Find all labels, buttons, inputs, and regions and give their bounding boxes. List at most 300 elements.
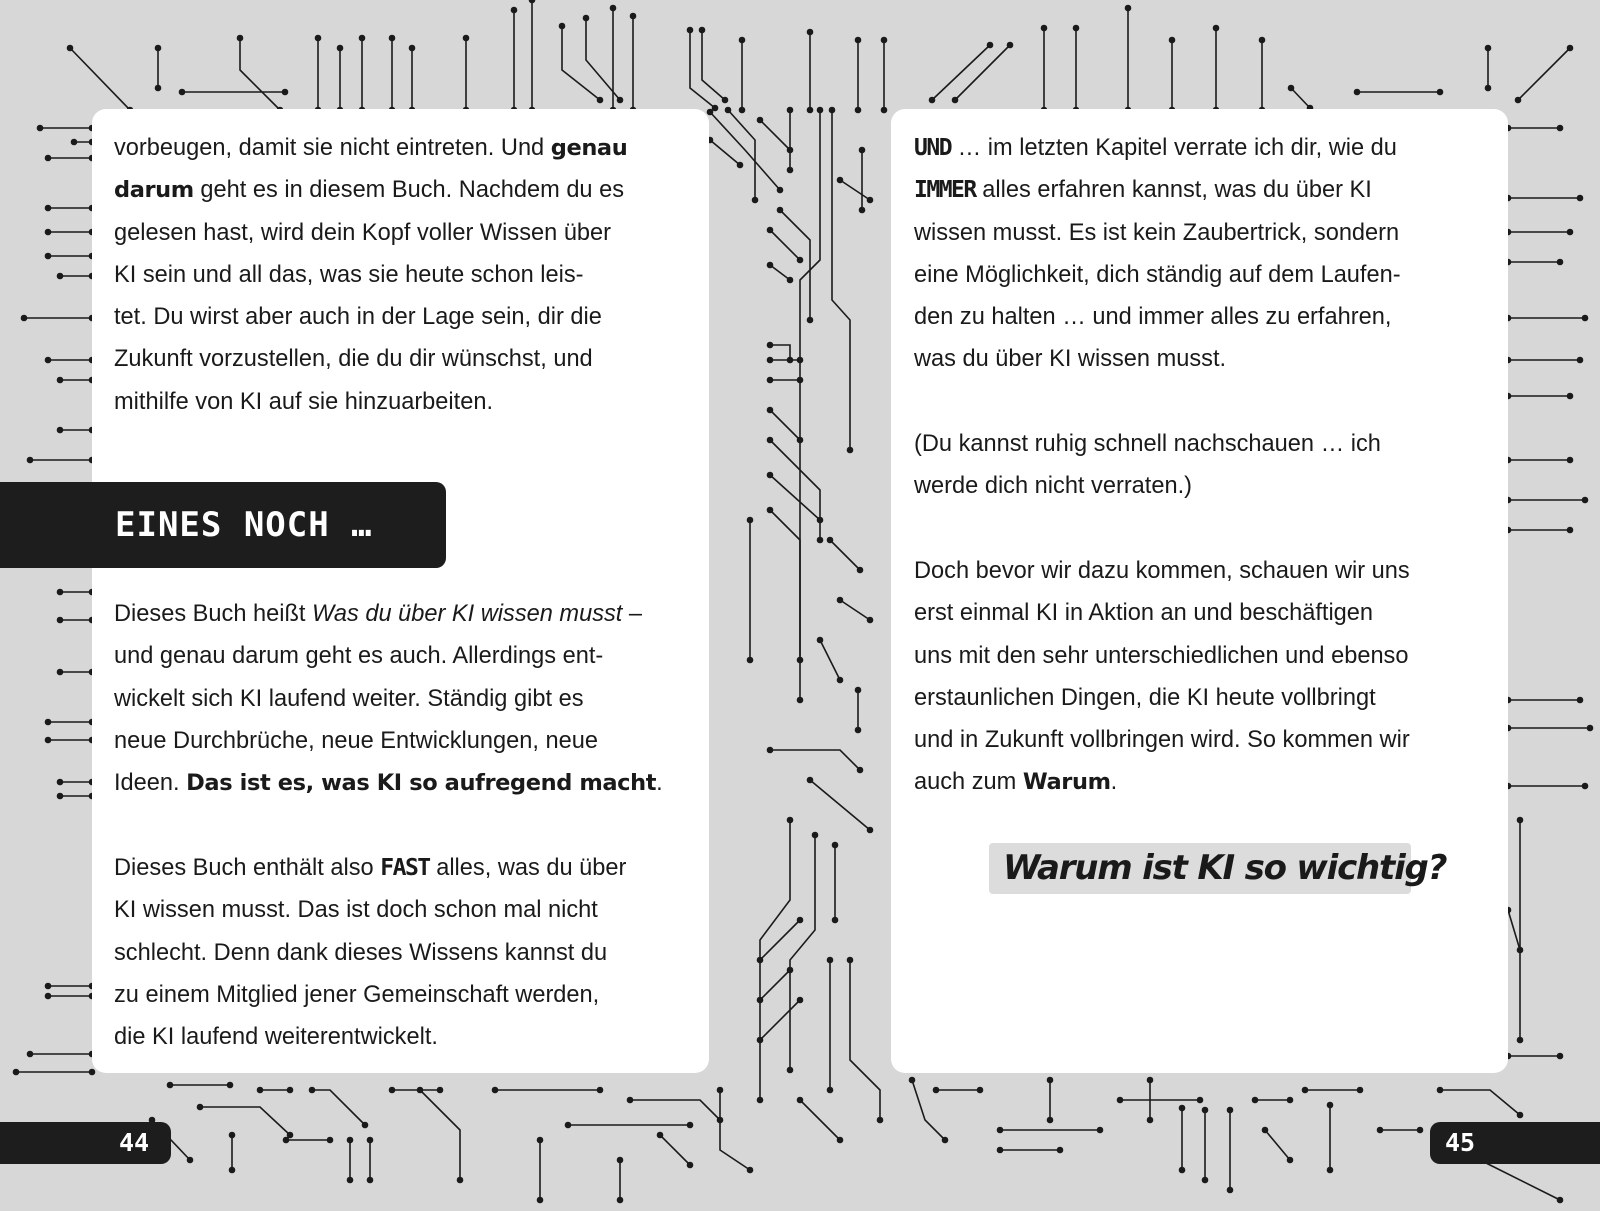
circuit-node: [1147, 1117, 1154, 1124]
circuit-node: [437, 1087, 444, 1094]
circuit-node: [767, 357, 774, 364]
circuit-node: [837, 177, 844, 184]
circuit-node: [529, 0, 536, 3]
circuit-trace: [955, 45, 1010, 100]
circuit-trace: [770, 230, 800, 260]
page-number-bar-left: [0, 1122, 171, 1164]
circuit-node: [229, 1167, 236, 1174]
circuit-node: [367, 1137, 374, 1144]
circuit-node: [1354, 89, 1361, 96]
circuit-trace: [420, 1090, 460, 1180]
circuit-trace: [790, 835, 815, 1070]
text-line: (Du kannst ruhig schnell nachschauen … ich: [914, 431, 1381, 457]
right-paragraph-1: [914, 127, 1401, 381]
circuit-trace: [1291, 88, 1310, 108]
text-line: was du über KI wissen musst.: [914, 346, 1227, 373]
circuit-node: [942, 1137, 949, 1144]
circuit-node: [362, 1122, 369, 1129]
circuit-node: [767, 747, 774, 754]
circuit-node: [817, 537, 824, 544]
circuit-node: [767, 377, 774, 384]
circuit-node: [45, 993, 52, 1000]
circuit-trace: [770, 265, 790, 280]
circuit-node: [807, 107, 814, 114]
circuit-node: [565, 1122, 572, 1129]
circuit-node: [511, 7, 518, 14]
emphasis-caps: IMMER: [914, 177, 976, 204]
circuit-node: [757, 957, 764, 964]
circuit-node: [877, 1117, 884, 1124]
circuit-node: [687, 27, 694, 34]
circuit-node: [1097, 1127, 1104, 1134]
right-paragraph-2: [914, 423, 1381, 508]
circuit-node: [57, 273, 64, 280]
circuit-node: [797, 1097, 804, 1104]
circuit-node: [45, 229, 52, 236]
emphasis-bold: Das ist es, was KI so aufregend macht: [186, 770, 657, 797]
circuit-node: [347, 1137, 354, 1144]
circuit-trace: [830, 540, 860, 570]
circuit-node: [367, 1177, 374, 1184]
emphasis-bold: Warum: [1022, 769, 1111, 796]
circuit-trace: [630, 1100, 720, 1120]
circuit-node: [1202, 1177, 1209, 1184]
circuit-node: [1202, 1107, 1209, 1114]
circuit-node: [787, 107, 794, 114]
circuit-node: [1179, 1167, 1186, 1174]
circuit-node: [881, 107, 888, 114]
circuit-node: [747, 657, 754, 664]
circuit-node: [739, 37, 746, 44]
circuit-trace: [1440, 1090, 1520, 1115]
circuit-node: [867, 827, 874, 834]
text-line: die KI laufend weiterentwickelt.: [114, 1024, 438, 1051]
circuit-node: [57, 589, 64, 596]
circuit-node: [797, 257, 804, 264]
circuit-node: [933, 1087, 940, 1094]
circuit-node: [787, 817, 794, 824]
circuit-node: [807, 777, 814, 784]
circuit-node: [657, 1132, 664, 1139]
circuit-trace: [760, 970, 790, 1000]
circuit-node: [909, 1077, 916, 1084]
circuit-trace: [840, 600, 870, 620]
circuit-node: [767, 507, 774, 514]
circuit-node: [817, 107, 824, 114]
circuit-node: [389, 35, 396, 42]
circuit-node: [817, 517, 824, 524]
circuit-trace: [70, 48, 130, 110]
circuit-node: [1582, 783, 1589, 790]
emphasis-caps: FAST: [380, 855, 430, 881]
circuit-node: [45, 983, 52, 990]
text-line: werde dich nicht verraten.): [914, 473, 1193, 500]
circuit-node: [1227, 1107, 1234, 1114]
circuit-node: [867, 617, 874, 624]
circuit-node: [57, 669, 64, 676]
circuit-trace: [312, 1090, 365, 1125]
circuit-node: [867, 197, 874, 204]
circuit-node: [722, 97, 729, 104]
circuit-node: [827, 1087, 834, 1094]
text-line: vorbeugen, damit sie nicht eintreten. Und genau: [114, 135, 628, 161]
circuit-node: [229, 1132, 236, 1139]
circuit-node: [1007, 42, 1014, 49]
circuit-node: [337, 45, 344, 52]
circuit-node: [757, 1097, 764, 1104]
right-paragraph-3: [914, 550, 1410, 804]
text-line: neue Durchbrüche, neue Entwicklungen, neue: [114, 727, 599, 754]
circuit-node: [1567, 393, 1574, 400]
circuit-trace: [200, 1107, 290, 1135]
text-line: Ideen. Das ist es, was KI so aufregend macht.: [114, 770, 663, 797]
circuit-node: [1567, 45, 1574, 52]
circuit-node: [1437, 89, 1444, 96]
circuit-trace: [562, 26, 600, 100]
circuit-node: [1327, 1167, 1334, 1174]
circuit-node: [57, 377, 64, 384]
circuit-node: [89, 1069, 96, 1076]
circuit-trace: [586, 18, 620, 100]
circuit-node: [812, 832, 819, 839]
circuit-node: [1377, 1127, 1384, 1134]
circuit-trace: [820, 640, 840, 680]
circuit-node: [1557, 1197, 1564, 1204]
circuit-node: [57, 793, 64, 800]
circuit-node: [1287, 1097, 1294, 1104]
circuit-node: [1517, 947, 1524, 954]
circuit-trace: [760, 120, 790, 150]
text-line: KI wissen musst. Das ist doch schon mal nicht: [114, 897, 598, 924]
circuit-node: [767, 407, 774, 414]
circuit-trace: [702, 30, 725, 100]
circuit-node: [717, 1117, 724, 1124]
circuit-node: [717, 1087, 724, 1094]
circuit-node: [37, 125, 44, 132]
circuit-node: [155, 45, 162, 52]
circuit-trace: [760, 820, 790, 1100]
circuit-node: [1117, 1097, 1124, 1104]
circuit-node: [537, 1137, 544, 1144]
circuit-trace: [1480, 1160, 1560, 1200]
text-line: Doch bevor wir dazu kommen, schauen wir uns: [914, 558, 1410, 584]
circuit-node: [857, 767, 864, 774]
circuit-node: [952, 97, 959, 104]
text-line: darum geht es in diesem Buch. Nachdem du es: [114, 177, 625, 204]
circuit-node: [389, 1087, 396, 1094]
circuit-node: [855, 37, 862, 44]
circuit-node: [777, 187, 784, 194]
text-line: tet. Du wirst aber auch in der Lage sein, dir die: [114, 304, 602, 331]
circuit-node: [929, 97, 936, 104]
circuit-node: [1567, 229, 1574, 236]
circuit-node: [630, 13, 637, 20]
circuit-node: [1125, 5, 1132, 12]
circuit-node: [797, 357, 804, 364]
circuit-node: [327, 1137, 334, 1144]
circuit-node: [725, 107, 732, 114]
circuit-node: [881, 37, 888, 44]
text-line: Dieses Buch heißt Was du über KI wissen musst –: [114, 601, 643, 627]
circuit-node: [827, 957, 834, 964]
circuit-node: [21, 315, 28, 322]
circuit-node: [1517, 817, 1524, 824]
circuit-node: [1287, 1157, 1294, 1164]
circuit-node: [257, 1087, 264, 1094]
circuit-node: [627, 1097, 634, 1104]
circuit-node: [807, 29, 814, 36]
circuit-node: [1227, 1187, 1234, 1194]
circuit-node: [27, 1051, 34, 1058]
left-intro-paragraph: [114, 127, 627, 423]
circuit-node: [57, 779, 64, 786]
circuit-node: [997, 1127, 1004, 1134]
circuit-node: [1517, 1112, 1524, 1119]
circuit-node: [797, 377, 804, 384]
circuit-node: [1302, 1087, 1309, 1094]
circuit-node: [237, 35, 244, 42]
circuit-node: [617, 1197, 624, 1204]
circuit-node: [787, 277, 794, 284]
circuit-trace: [770, 510, 800, 660]
circuit-node: [1047, 1077, 1054, 1084]
circuit-trace: [780, 210, 810, 320]
circuit-node: [597, 97, 604, 104]
circuit-node: [1288, 85, 1295, 92]
circuit-node: [832, 917, 839, 924]
circuit-node: [1517, 1037, 1524, 1044]
circuit-node: [707, 109, 714, 116]
circuit-node: [1259, 37, 1266, 44]
circuit-node: [67, 45, 74, 52]
circuit-node: [997, 1147, 1004, 1154]
page-number-left: 44: [119, 1128, 150, 1157]
circuit-node: [687, 1162, 694, 1169]
text-line: KI sein und all das, was sie heute schon leis-: [114, 261, 584, 288]
circuit-node: [559, 23, 566, 30]
circuit-node: [817, 637, 824, 644]
circuit-node: [583, 15, 590, 22]
circuit-node: [45, 253, 52, 260]
circuit-node: [1587, 725, 1594, 732]
circuit-node: [27, 457, 34, 464]
circuit-node: [45, 737, 52, 744]
circuit-node: [837, 597, 844, 604]
circuit-node: [1577, 357, 1584, 364]
circuit-node: [757, 1037, 764, 1044]
circuit-node: [837, 1137, 844, 1144]
circuit-node: [855, 727, 862, 734]
circuit-node: [747, 517, 754, 524]
circuit-trace: [660, 1135, 690, 1165]
circuit-node: [45, 205, 52, 212]
circuit-node: [610, 5, 617, 12]
circuit-node: [1582, 497, 1589, 504]
circuit-node: [1047, 1117, 1054, 1124]
circuit-trace: [832, 110, 850, 450]
circuit-trace: [932, 45, 990, 100]
circuit-node: [787, 1067, 794, 1074]
circuit-node: [1557, 1053, 1564, 1060]
circuit-trace: [1508, 910, 1520, 950]
circuit-node: [847, 447, 854, 454]
left-paragraph-1: [114, 593, 663, 804]
circuit-node: [1417, 1127, 1424, 1134]
circuit-node: [1567, 457, 1574, 464]
circuit-trace: [770, 750, 860, 770]
circuit-trace: [850, 960, 880, 1120]
circuit-node: [187, 1157, 194, 1164]
circuit-node: [617, 97, 624, 104]
circuit-node: [787, 967, 794, 974]
circuit-node: [1515, 97, 1522, 104]
circuit-node: [227, 1082, 234, 1089]
circuit-node: [309, 1087, 316, 1094]
circuit-node: [687, 1122, 694, 1129]
question-highlight: [989, 843, 1447, 894]
circuit-node: [417, 1087, 424, 1094]
circuit-node: [282, 89, 289, 96]
circuit-node: [1147, 1077, 1154, 1084]
circuit-trace: [770, 440, 820, 540]
text-line: zu einem Mitglied jener Gemeinschaft werden,: [114, 981, 600, 1008]
page-number-bar-right: [1430, 1122, 1600, 1164]
circuit-node: [787, 167, 794, 174]
circuit-node: [797, 437, 804, 444]
circuit-node: [45, 155, 52, 162]
circuit-node: [987, 42, 994, 49]
text-line: auch zum Warum.: [914, 769, 1118, 796]
circuit-node: [155, 85, 162, 92]
circuit-node: [1557, 125, 1564, 132]
text-line: wissen musst. Es ist kein Zaubertrick, sondern: [914, 219, 1400, 246]
emphasis-bold: darum: [114, 177, 194, 204]
circuit-node: [1357, 1087, 1364, 1094]
circuit-node: [767, 437, 774, 444]
circuit-trace: [710, 140, 740, 165]
circuit-node: [1213, 25, 1220, 32]
circuit-node: [767, 342, 774, 349]
circuit-trace: [770, 345, 790, 360]
circuit-node: [197, 1104, 204, 1111]
circuit-node: [1437, 1087, 1444, 1094]
text-line: IMMER alles erfahren kannst, was du über KI: [914, 177, 1372, 204]
text-line: und genau darum geht es auch. Allerdings ent-: [114, 643, 604, 670]
circuit-trace: [800, 1100, 840, 1140]
circuit-node: [757, 117, 764, 124]
circuit-node: [1485, 85, 1492, 92]
circuit-node: [752, 197, 759, 204]
circuit-node: [537, 1197, 544, 1204]
circuit-node: [179, 89, 186, 96]
circuit-node: [1252, 1097, 1259, 1104]
circuit-node: [827, 537, 834, 544]
circuit-node: [315, 35, 322, 42]
circuit-node: [1567, 527, 1574, 534]
circuit-node: [739, 107, 746, 114]
circuit-node: [977, 1087, 984, 1094]
circuit-node: [45, 719, 52, 726]
text-line: und in Zukunft vollbringen wird. So kommen wir: [914, 727, 1410, 754]
circuit-node: [1041, 25, 1048, 32]
circuit-node: [57, 617, 64, 624]
circuit-node: [767, 472, 774, 479]
circuit-node: [463, 35, 470, 42]
text-line: den zu halten … und immer alles zu erfahren,: [914, 304, 1392, 331]
circuit-node: [837, 677, 844, 684]
circuit-node: [1262, 1127, 1269, 1134]
section-heading-tab: [0, 482, 446, 568]
circuit-trace: [728, 110, 755, 200]
text-line: schlecht. Denn dank dieses Wissens kannst du: [114, 939, 608, 966]
circuit-node: [829, 107, 836, 114]
page-number-right: 45: [1445, 1128, 1476, 1157]
circuit-node: [797, 997, 804, 1004]
circuit-node: [359, 35, 366, 42]
circuit-node: [767, 262, 774, 269]
circuit-trace: [912, 1080, 945, 1140]
circuit-node: [1169, 37, 1176, 44]
circuit-node: [1057, 1147, 1064, 1154]
circuit-node: [167, 1082, 174, 1089]
circuit-trace: [240, 38, 280, 110]
circuit-node: [1577, 697, 1584, 704]
circuit-node: [457, 1177, 464, 1184]
circuit-node: [287, 1087, 294, 1094]
circuit-trace: [1518, 48, 1570, 100]
circuit-node: [797, 697, 804, 704]
circuit-node: [767, 227, 774, 234]
text-line: wickelt sich KI laufend weiter. Ständig gibt es: [114, 685, 584, 712]
circuit-node: [747, 1167, 754, 1174]
circuit-node: [847, 957, 854, 964]
circuit-node: [855, 687, 862, 694]
circuit-node: [13, 1069, 20, 1076]
text-line: gelesen hast, wird dein Kopf voller Wissen über: [114, 219, 612, 246]
circuit-node: [1197, 1097, 1204, 1104]
circuit-node: [859, 207, 866, 214]
emphasis-caps: UND: [914, 135, 952, 161]
book-title: Was du über KI wissen musst: [312, 601, 623, 627]
circuit-node: [1577, 195, 1584, 202]
circuit-node: [857, 567, 864, 574]
text-line: UND … im letzten Kapitel verrate ich dir, wie du: [914, 135, 1397, 161]
circuit-node: [1582, 315, 1589, 322]
circuit-node: [1179, 1105, 1186, 1112]
question-text: Warum ist KI so wichtig?: [1003, 848, 1447, 888]
circuit-node: [57, 427, 64, 434]
circuit-node: [409, 45, 416, 52]
circuit-trace: [810, 780, 870, 830]
circuit-trace: [710, 112, 780, 190]
text-line: erstaunlichen Dingen, die KI heute vollbringt: [914, 684, 1376, 711]
circuit-node: [737, 162, 744, 169]
text-line: erst einmal KI in Aktion an und beschäftigen: [914, 600, 1374, 627]
circuit-node: [797, 657, 804, 664]
text-line: eine Möglichkeit, dich ständig auf dem Laufen-: [914, 261, 1401, 288]
circuit-node: [757, 997, 764, 1004]
circuit-trace: [800, 110, 820, 700]
circuit-node: [1485, 45, 1492, 52]
circuit-trace: [1265, 1130, 1290, 1160]
circuit-node: [855, 107, 862, 114]
text-line: uns mit den sehr unterschiedlichen und ebenso: [914, 642, 1409, 669]
section-heading: EINES NOCH …: [115, 505, 373, 545]
circuit-trace: [760, 1000, 800, 1040]
circuit-node: [777, 207, 784, 214]
text-line: Dieses Buch enthält also FAST alles, was du über: [114, 855, 627, 881]
circuit-node: [1327, 1102, 1334, 1109]
